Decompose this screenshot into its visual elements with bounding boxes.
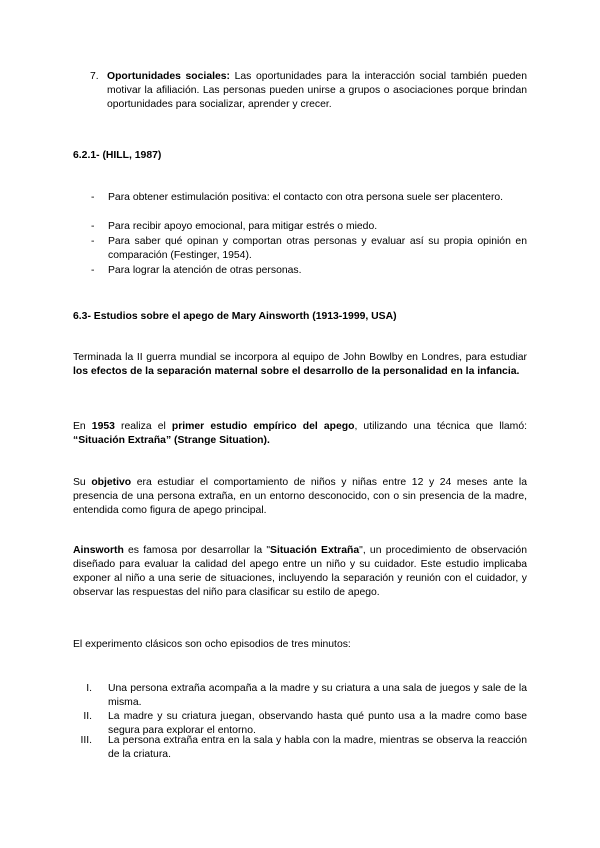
emphasis: primer estudio empírico del apego <box>171 421 355 432</box>
item-text: Las oportunidades para la interacción social también pueden motivar la afiliación. Las personas pueden unirse a grupos o asociaciones porque brindan oportunidades para socializar, aprender y crecer. <box>107 71 527 110</box>
list-item <box>91 264 527 278</box>
emphasis: objetivo <box>91 477 132 488</box>
emphasis: Situación Extraña <box>270 545 360 556</box>
list-item-text: La madre y su criatura juegan, observando hasta qué punto usa a la madre como base segura para explorar el entorno. <box>108 711 527 736</box>
paragraph-1953 <box>73 420 527 448</box>
list-item <box>91 220 527 234</box>
text-run: Terminada la II guerra mundial se incorpora al equipo de John Bowlby en Londres, para estudiar <box>73 352 527 363</box>
list-item-text: Para lograr la atención de otras personas. <box>108 265 302 276</box>
paragraph-bowlby <box>73 351 527 379</box>
list-item <box>91 235 527 263</box>
list-item-text: Para obtener estimulación positiva: el contacto con otra persona suele ser placentero. <box>108 192 504 203</box>
item-title: Oportunidades sociales: <box>107 71 230 82</box>
list-item-social-opportunities <box>107 70 527 112</box>
dash-bullet: - <box>91 265 95 276</box>
emphasis: los efectos de la separación maternal sobre el desarrollo de la personalidad en la infancia. <box>73 366 520 377</box>
dash-bullet: - <box>91 236 95 247</box>
dash-bullet: - <box>91 221 95 232</box>
paragraph-episodes-intro: El experimento clásicos son ocho episodios de tres minutos: <box>73 639 351 650</box>
list-item-text: Para saber qué opinan y comportan otras personas y evaluar así su propia opinión en comparación (Festinger, 1954). <box>108 236 527 261</box>
list-item <box>68 682 527 710</box>
list-item-text: Una persona extraña acompaña a la madre y su criatura a una sala de juegos y sale de la misma. <box>108 683 527 708</box>
text-run: Su <box>73 477 92 488</box>
list-item <box>68 734 527 762</box>
text-run: es famosa por desarrollar la " <box>123 545 271 556</box>
paragraph-strange-situation <box>73 544 527 600</box>
emphasis: “Situación Extraña” (Strange Situation). <box>73 435 270 446</box>
text-run: ", un procedimiento de observación diseñado para evaluar la calidad del apego entre un niño y su cuidador. Este estudio implicaba exponer al niño a una serie de situaciones, incluyendo la separación y reunión con el cuidador, y observar las respuestas del niño para clasificar su estilo de apego. <box>73 545 527 598</box>
list-item-text: La persona extraña entra en la sala y habla con la madre, mientras se observa la reacción de la criatura. <box>108 735 527 760</box>
list-item-text: Para recibir apoyo emocional, para mitigar estrés o miedo. <box>108 221 378 232</box>
text-run: era estudiar el comportamiento de niños y niñas entre 12 y 24 meses ante la presencia de una persona extraña, en un entorno desconocido, con o sin presencia de la madre, entendida como figura de apego principal. <box>73 477 527 516</box>
list-number: 7. <box>90 71 99 82</box>
text-run: realiza el <box>114 421 172 432</box>
section-heading-ainsworth: 6.3- Estudios sobre el apego de Mary Ainsworth (1913-1999, USA) <box>73 311 397 322</box>
roman-numeral: II. <box>83 711 92 722</box>
emphasis: 1953 <box>91 421 115 432</box>
text-run: , utilizando una técnica que llamó: <box>354 421 527 432</box>
list-item <box>91 191 527 205</box>
text-run: En <box>73 421 92 432</box>
roman-numeral: I. <box>86 683 92 694</box>
dash-bullet: - <box>91 192 95 203</box>
section-heading-hill: 6.2.1- (HILL, 1987) <box>73 150 162 161</box>
roman-numeral: III. <box>80 735 92 746</box>
emphasis: Ainsworth <box>73 545 124 556</box>
paragraph-objective <box>73 476 527 518</box>
